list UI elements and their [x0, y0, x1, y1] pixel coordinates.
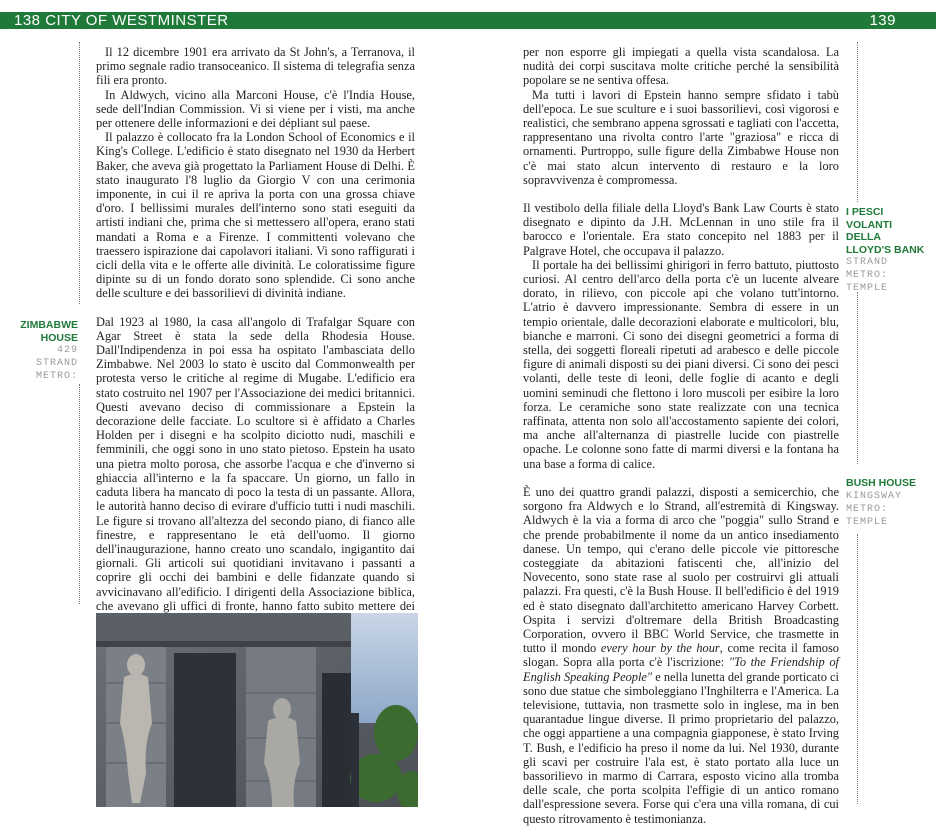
sidebar-title: HOUSE: [40, 331, 78, 344]
sidebar-title: BUSH HOUSE: [846, 477, 917, 489]
sidebar-metro-label: METRO:: [846, 270, 889, 281]
italic-text: every hour by the hour: [600, 641, 720, 656]
paragraph: [523, 485, 839, 826]
page-header-left: 138 CITY OF WESTMINSTER: [14, 12, 229, 29]
sidebar-metro-station: TEMPLE: [846, 283, 889, 294]
paragraph: Ma tutti i lavori di Epstein hanno sempre sfidato i tabù dell'epoca. Le sue sculture e i suoi bassorilievi, così vigorosi e realistici, che sembrano appena sgrossati e tagliati con l'accetta, rappresentano una rivolta contro l'arte "graziosa" e ricca di ornamenti. Purtroppo, sulle figure della Zimbabwe House non c'è mai stato alcun intervento di restauro e la loro sopravvivenza è compromessa.: [523, 87, 839, 187]
italic-text: "To the Friendship of English Speaking People": [523, 655, 839, 684]
text-run: , come recita il famoso slogan. Sopra alla porta c'è l'iscrizione:: [523, 641, 839, 670]
dotted-rule: [79, 384, 80, 604]
paragraph: per non esporre gli impiegati a quella vista scandalosa. La nudità dei corpi suscitava molte critiche perché la sensibilità popolare se ne sentiva offesa.: [523, 45, 839, 88]
sidebar-title: VOLANTI DELLA: [846, 218, 893, 243]
paragraph: Dal 1923 al 1980, la casa all'angolo di Trafalgar Square con Agar Street è stata la sede della Rhodesia House. Dall'Indipendenza in poi essa ha ospitato l'ambasciata dello Zimbabwe. Nel 2003 lo stato è uscito dal Commonwealth per protesta verso le critiche al regime di Mugabe. L'edificio era stato costruito nel 1907 per l'Associazione dei medici britannici. Questi avevano deciso di commissionare a Epstein la decorazione delle facciate. Lo scultore si è affidato a Charles Holden per i disegni e ha scolpito diciotto nudi, maschili e femminili, che oggi sono in uno stato pietoso. Epstein ha usato una pietra molto porosa, che assorbe l'acqua e che d'inverno si ghiaccia all'interno e la fa spaccare. Un giorno, un fallo in caduta libera ha mancato di poco la testa di un passante. Allora, le autorità hanno deciso di evirare d'ufficio tutti i nudi maschili. Le figure si trovano all'altezza del secondo piano, di fianco alle finestre, e rappresentano le età dell'uomo. Il giorno dell'inaugurazione, hanno creato uno scandalo, ingigantito dai giornali. Gli articoli sui quotidiani invitavano i passanti a coprire gli occhi dei bambini e delle fidanzate quando si avvicinavano all'edificio. I dirigenti della Associazione biblica, che avevano gli uffici di fronte, hanno fatto subito mettere dei: [96, 314, 415, 613]
dotted-rule: [857, 534, 858, 804]
sidebar-title: LLOYD'S BANK: [846, 243, 925, 256]
sidebar-lloyds-bank: [846, 206, 926, 295]
photo-epstein-sculptures: [96, 613, 418, 807]
sidebar-address-number: 429: [56, 345, 78, 356]
sidebar-street: STRAND: [846, 257, 889, 268]
right-column: [523, 45, 839, 826]
dotted-rule: [857, 292, 858, 464]
sidebar-address-street: STRAND: [35, 358, 78, 369]
sidebar-title: ZIMBABWE: [20, 319, 78, 331]
left-column: [96, 45, 415, 627]
paragraph: Il 12 dicembre 1901 era arrivato da St John's, a Terranova, il primo segnale radio transoceanico. Il sistema di telegrafia senza fili era pronto.: [96, 45, 415, 88]
text-run: e nella lunetta del grande porticato ci sono due statue che simboleggiano l'Inghilterra e l'America. La televisione, tuttavia, non trasmette solo in inglese, ma in ben quarantadue lingue diverse. Il primo proprietario del palazzo, che oggi appartiene a una compagnia giapponese, è stato Irving T. Bush, e l'edificio ha preso il nome da lui. Nel 1930, durante gli scavi per costruire l'ala est, è stato portato alla luce un bassorilievo in marmo di Carrara, esposto vicino alla tromba delle scale, che porta scolpita l'effigie di un antico romano dall'espressione severa. Forse qui c'era una villa romana, di cui questo ritrovamento è testimonianza.: [523, 669, 839, 826]
sidebar-title: I PESCI: [846, 206, 884, 218]
paragraph: Il portale ha dei bellissimi ghirigori in ferro battuto, piuttosto curiosi. Al centro dell'arco della porta c'è un lucente alveare dorato, in rilievo, con piccole api che volano tutt'intorno. L'atrio è davvero impressionante. Sembra di essere in un tempio orientale, dalle decorazioni elaborate e multicolori, blu, bianche e marroni. Ci sono dei disegni geometrici a forma di stella, dei soggetti floreali ripetuti ad arabesco e delle piccole figure di animali disposti su dei piani diversi. Ci sono dei pesci volanti, delle teste di leoni, delle foglie di acanto e degli uomini seminudi che flettono i loro muscoli per esibire la loro forza. Le ceramiche sono state realizzate con una tecnica raffinata, attenta non solo all'accostamento sapiente dei colori, ma anche all'alternanza di piastrelle lucide con piastrelle opache. Le colonne sono fatte di marmi diversi e la fontana ha una base a forma di calice.: [523, 257, 839, 471]
text-run: È uno dei quattro grandi palazzi, disposti a semicerchio, che sorgono fra Aldwych e lo Strand, all'estremità di Kingsway. Aldwych è la via a forma di arco che "poggia" sullo Strand e che prende probabilmente il nome da un antico insediamento danese. Un tempo, qui c'erano delle piccole vie pittoresche costeggiate da abitazioni fatiscenti che, all'inizio del Novecento, sono state rase al suolo per costruirvi gli attuali palazzi. Fra questi, c'è la Bush House. Il bell'edificio è del 1919 ed è stato disegnato dall'architetto americano Harvey Corbett. Ospita i servizi d'oltremare della British Broadcasting Corporation, ovvero il BBC World Service, che trasmette in tutto il mondo: [523, 484, 839, 656]
paragraph: Il vestibolo della filiale della Lloyd's Bank Law Courts è stato disegnato e dipinto da J.H. McLennan in uno stile fra il barocco e l'orientale. Era stato concepito nel 1883 per il Palgrave Hotel, che occupava il palazzo.: [523, 201, 839, 258]
sidebar-bush-house: [846, 477, 926, 529]
sidebar-street: KINGSWAY: [846, 490, 903, 502]
sidebar-zimbabwe-house: [10, 319, 78, 383]
page-number-right: 139: [869, 12, 896, 29]
paragraph: Il palazzo è collocato fra la London School of Economics e il King's College. L'edificio è stato disegnato nel 1930 da Herbert Baker, che aveva già progettato la Parliament House di Delhi. È stato inaugurato l'8 luglio da Giorgio V con una cerimonia imponente, in cui il re apriva la porta con una grossa chiave d'oro. I bellissimi murales dell'interno sono stati eseguiti da artisti indiani che, prima che si mettessero all'opera, erano stati mandati a Roma e a Firenze. I committenti volevano che traessero ispirazione dai capolavori italiani. Vi sono raffigurati i cicli della vita e le offerte alle divinità. Le coloratissime figure dipinte su di un fondo dorato sono splendide. Ci sono anche delle sculture e dei bassorilievi di divinità indiane.: [96, 130, 415, 301]
dotted-rule: [857, 42, 858, 202]
sidebar-metro-station: TEMPLE: [846, 516, 889, 528]
paragraph: In Aldwych, vicino alla Marconi House, c'è l'India House, sede dell'Indian Commission. Vi si viene per i visti, ma anche per ottenere delle informazioni e dei dépliant sul paese.: [96, 87, 415, 131]
sidebar-metro-label: METRO:: [35, 371, 78, 382]
dotted-rule: [79, 42, 80, 304]
sidebar-metro-label: METRO:: [846, 503, 889, 515]
